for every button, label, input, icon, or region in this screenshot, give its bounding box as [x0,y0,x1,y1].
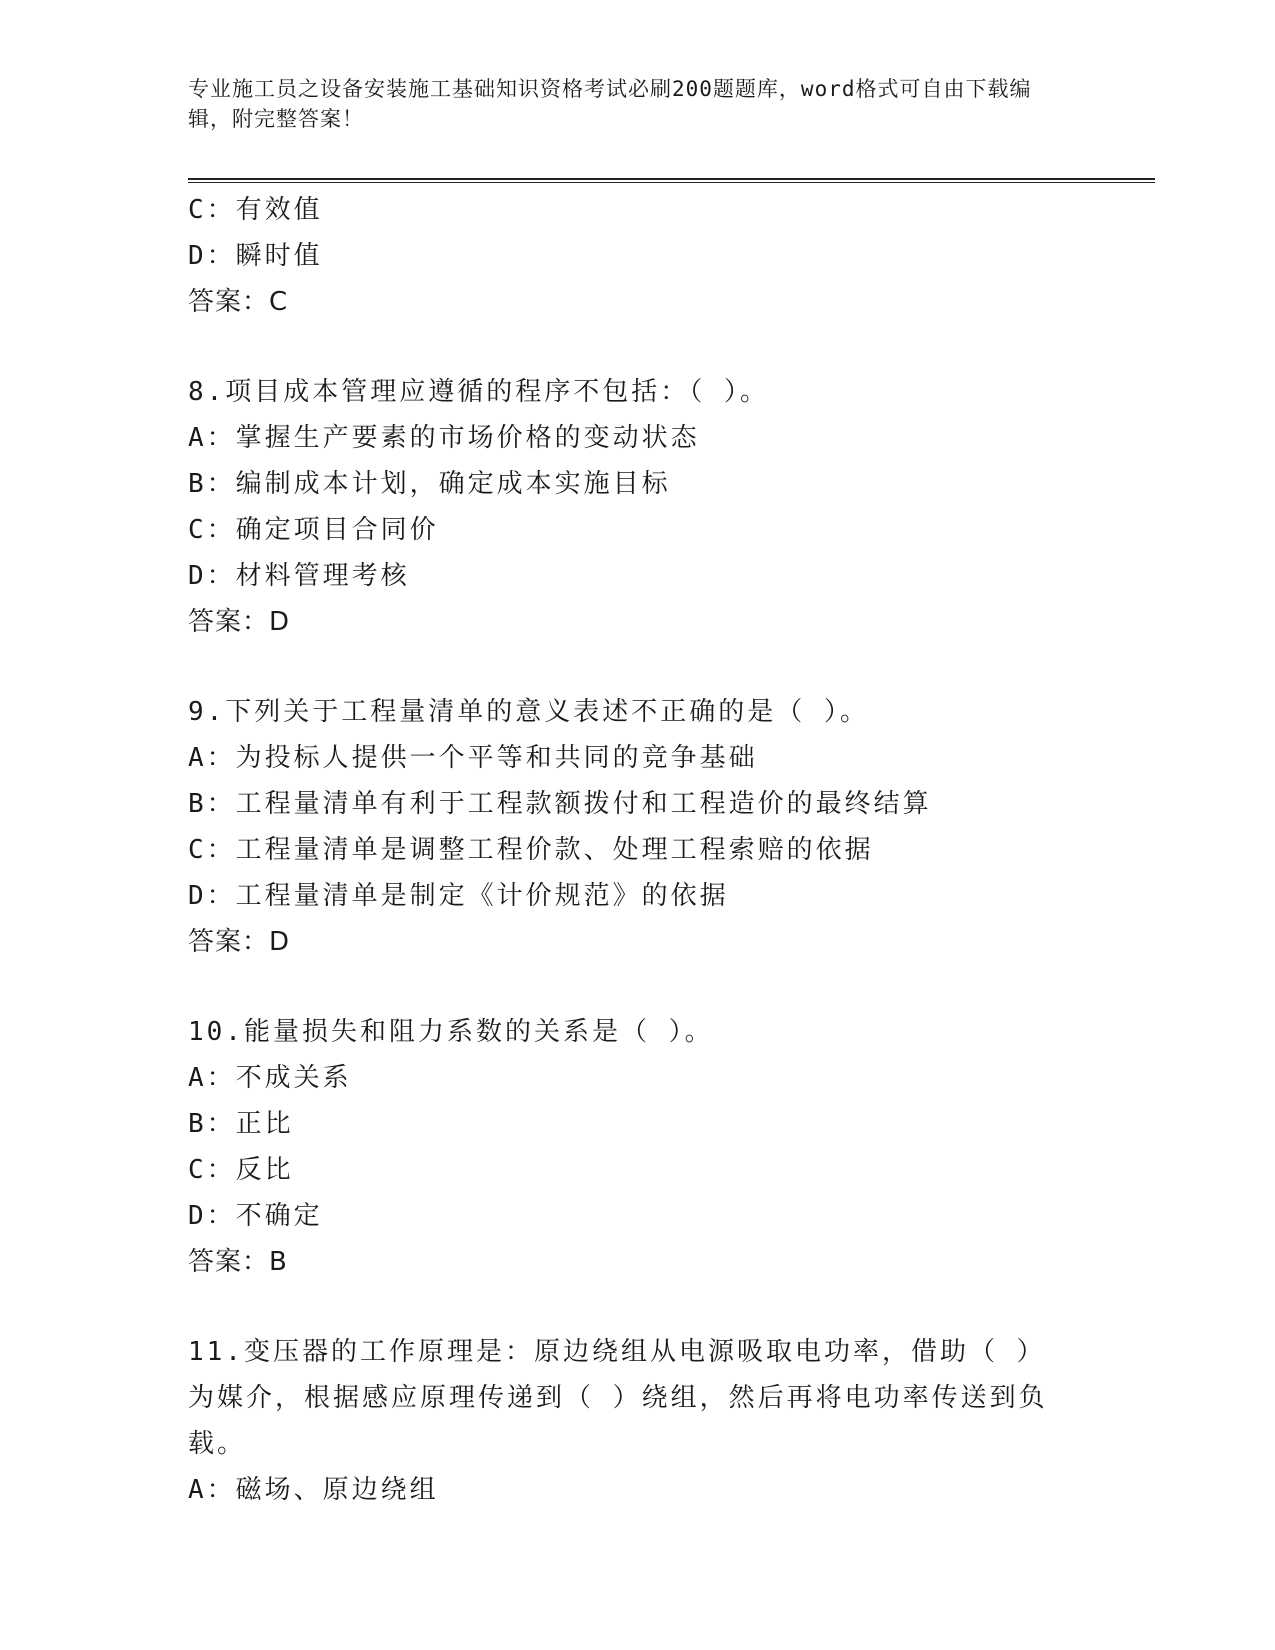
question-11 [188,1329,1068,1513]
answer-line: 答案：D [188,927,291,957]
option-c: C：工程量清单是调整工程价款、处理工程索赔的依据 [188,835,874,865]
answer-line: 答案：B [188,1247,288,1277]
option-a: A：为投标人提供一个平等和共同的竞争基础 [188,743,758,773]
option-a: A：不成关系 [188,1063,352,1093]
answer-line: 答案：D [188,607,291,637]
document-body [188,187,1068,1513]
option-b: B：工程量清单有利于工程款额拨付和工程造价的最终结算 [188,789,932,819]
option-c: C：反比 [188,1155,294,1185]
option-a: A：磁场、原边绕组 [188,1475,439,1505]
option-d: D：瞬时值 [188,241,323,271]
question-10 [188,1009,1068,1285]
document-header: 专业施工员之设备安装施工基础知识资格考试必刷200题题库，word格式可自由下载编辑，附完整答案！ [188,77,1032,131]
option-b: B：正比 [188,1109,294,1139]
question-stem: 8.项目成本管理应遵循的程序不包括：（ ）。 [188,377,769,407]
option-c: C：有效值 [188,195,323,225]
option-d: D：工程量清单是制定《计价规范》的依据 [188,881,729,911]
question-stem: 11.变压器的工作原理是：原边绕组从电源吸取电功率，借助（ ）为媒介，根据感应原理传递到（ ）绕组，然后再将电功率传送到负载。 [188,1337,1048,1459]
option-c: C：确定项目合同价 [188,515,439,545]
question-8 [188,369,1068,645]
option-d: D：材料管理考核 [188,561,410,591]
option-a: A：掌握生产要素的市场价格的变动状态 [188,423,700,453]
question-7-tail [188,187,1068,325]
answer-line: 答案：C [188,287,289,317]
question-stem: 9.下列关于工程量清单的意义表述不正确的是（ ）。 [188,697,869,727]
question-9 [188,689,1068,965]
option-b: B：编制成本计划，确定成本实施目标 [188,469,671,499]
question-stem: 10.能量损失和阻力系数的关系是（ ）。 [188,1017,714,1047]
header-divider [188,178,1155,183]
option-d: D：不确定 [188,1201,323,1231]
